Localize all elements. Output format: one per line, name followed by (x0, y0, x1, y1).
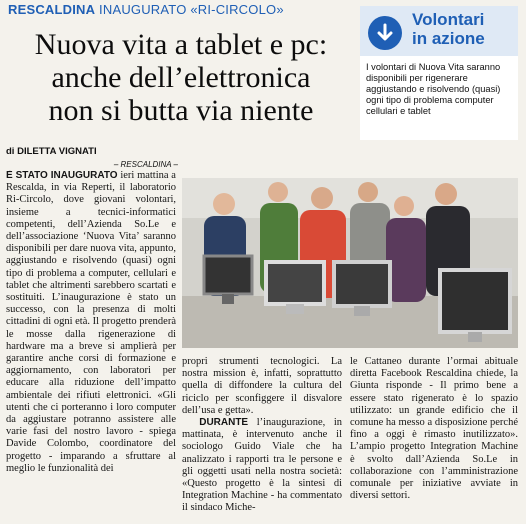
article-col2-lead: DURANTE (199, 417, 249, 429)
article-lead: È STATO INAUGURATO (6, 170, 118, 181)
headline-line-3: non si butta via niente (48, 94, 314, 127)
byline: di DILETTA VIGNATI (6, 146, 97, 157)
article-col1-text: ieri mattina a Rescalda, in via Reperti, il laboratorio Ri-Circolo, dove giovani volontari, insieme a tecnici-informatici competenti, dell’Azienda So.Le e dell’associazione ‘Nuova Vita’ saranno disponibili per dare nuova vita, appunto, aggiustando e risolvendo (quasi) ogni tipo di problema a computer, cellulari e tablet che altrimenti sarebbero scartati e sostituiti. L’inaugurazione è stato un successo, con la presenza di molti cittadini di ogni età. Il progetto prenderà le mosse dalla rigenerazione di hardware ma a breve si amplierà per garantire anche corsi di formazione e aggiornamento, con laboratori per educare alla riduzione dell’impatto ambientale dei rifiuti elettronici. «Gli utenti che ci porteranno i loro computer da aggiustare potranno assistere alle varie fasi del nostro lavoro - spiega Davide Colombo, coordinatore del progetto - imparando a sfruttare al meglio le funzionalità dei (6, 170, 176, 474)
monitor-4 (440, 270, 510, 342)
sidebar-text: I volontari di Nuova Vita saranno disponibili per rigenerare aggiustando e risolvendo (quasi) ogni tipo di problema computer cellulari e tablet (366, 62, 501, 116)
kicker-topic: INAUGURATO «RI-CIRCOLO» (99, 2, 284, 17)
article-column-2 (182, 356, 342, 520)
article-col2-text-b: l’inaugurazione, in mattinata, è intervenuto anche il sociologo Guido Viale che ha analizzato i rapporti tra le persone e gli oggetti usati nella nostra società: «Questo progetto è la sintesi di Integration Machine - ha commentato il sindaco Miche- (182, 417, 342, 514)
sidebar-title (412, 10, 516, 48)
dateline: – RESCALDINA – (113, 160, 178, 169)
article-col2-text-a: propri strumenti tecnologici. La nostra mission è, infatti, soprattutto quella di diffondere la cultura del riciclo per sconfiggere il disvalore dell’usa e getta». (182, 356, 342, 416)
sidebar-title-line-1: Volontari (412, 10, 485, 29)
monitor-3 (334, 262, 390, 316)
arrow-down-icon (368, 16, 402, 50)
headline (6, 28, 356, 127)
kicker-place: RESCALDINA (8, 2, 96, 17)
sidebar-header (360, 6, 518, 56)
article-column-1 (6, 170, 176, 520)
headline-line-2: anche dell’elettronica (51, 61, 311, 94)
article-photo (182, 178, 518, 348)
article-column-3: le Cattaneo durante l’ormai abituale diretta Facebook Rescaldina chiede, la Giunta risponde - Il primo bene a essere stato rigenerato è lo spazio utilizzato: un grande edificio che il comune ha messo a disposizione perché fino a oggi è rimasto inutilizzato». L’ampio progetto Integration Machine è svolto dall’Azienda So.Le in collaborazione con l’amministrazione comunale per iniziative avviate in diversi settori. (350, 356, 518, 502)
sidebar-box (360, 6, 518, 140)
sidebar-title-line-2: in azione (412, 29, 485, 48)
headline-line-1: Nuova vita a tablet e pc: (34, 28, 328, 61)
kicker (8, 2, 358, 17)
